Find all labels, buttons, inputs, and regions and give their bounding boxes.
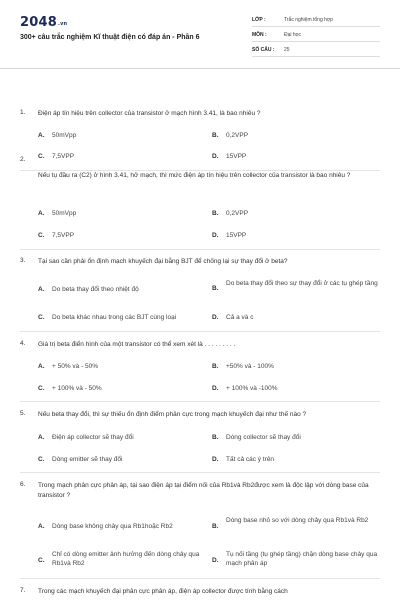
- logo-suffix: .vn: [57, 21, 68, 27]
- option-letter: A.: [38, 286, 45, 293]
- option-letter: D.: [212, 385, 219, 392]
- option-text: Điện áp collector sẽ thay đổi: [52, 434, 134, 441]
- option-letter: C.: [38, 232, 45, 239]
- option-letter: A.: [38, 210, 45, 217]
- option-text: + 100% và - 50%: [52, 385, 102, 392]
- option-text: Do beta khác nhau trong các BJT cùng loại: [52, 314, 177, 321]
- option-letter: B.: [212, 523, 219, 530]
- meta-row-count: [252, 42, 380, 57]
- meta-row-class: [252, 12, 380, 27]
- option-letter: B.: [212, 132, 219, 139]
- option-text: Dòng emitter sẽ thay đổi: [52, 456, 123, 463]
- option-text: 7,5VPP: [52, 153, 75, 160]
- question-divider: [20, 401, 380, 402]
- option-text: 0,2VPP: [226, 210, 249, 217]
- meta-key: SỐ CÂU :: [252, 47, 275, 53]
- option-letter: C.: [38, 153, 45, 160]
- question-text: Nếu tụ đầu ra (C2) ở hình 3.41, hở mạch, thì mức điện áp tín hiệu trên collector của transistor là bao nhiêu ?: [38, 172, 351, 179]
- meta-value: Đại học: [284, 32, 301, 38]
- question-number: 5.: [20, 410, 26, 417]
- option-text: +50% và - 100%: [226, 363, 274, 370]
- meta-key: MÔN :: [252, 32, 267, 38]
- question-number: 7.: [20, 587, 26, 594]
- header-divider: [0, 68, 400, 69]
- document-title: 300+ câu trắc nghiệm Kĩ thuật điện có đáp án - Phần 6: [20, 34, 200, 41]
- question-number: 3.: [20, 257, 26, 264]
- question-text: Trong mạch phân cực phân áp, tại sao điện áp tại điểm nối của Rb1và Rb2được xem là độc lập với dòng base của transistor ?: [38, 482, 369, 499]
- option-letter: D.: [212, 314, 219, 321]
- question-text: Trong các mạch khuyếch đại phân cực phân áp, điện áp collector được tính bằng cách: [38, 588, 288, 595]
- option-letter: D.: [212, 456, 219, 463]
- question-divider: [20, 249, 380, 250]
- option-text: Dòng collector sẽ thay đổi: [226, 434, 301, 441]
- question-text: Nếu beta thay đổi, thì sự thiếu ổn định điểm phân cực trong mạch khuyếch đại như thế nào ?: [38, 411, 307, 418]
- option-text: 50mVpp: [52, 210, 77, 217]
- meta-row-subject: [252, 27, 380, 42]
- option-letter: A.: [38, 434, 45, 441]
- option-letter: D.: [212, 557, 219, 564]
- option-letter: B.: [212, 285, 219, 292]
- question-divider: [20, 331, 380, 332]
- question-number: 6.: [20, 481, 26, 488]
- document-meta: [252, 12, 380, 57]
- logo-text: 2048: [20, 15, 57, 30]
- site-logo[interactable]: [20, 15, 67, 30]
- question-divider: [20, 578, 380, 579]
- option-text: Dòng base nhỏ so với dòng chảy qua Rb1và Rb2: [226, 517, 369, 524]
- question-text: Giá trị beta điển hình của một transistor có thể xem xét là . . . . . . . . .: [38, 341, 236, 348]
- option-text: Tất cả các ý trên: [226, 456, 275, 463]
- meta-key: LỚP :: [252, 17, 266, 23]
- option-text: Do beta thay đổi theo nhiệt độ: [52, 286, 139, 293]
- option-text: Do beta thay đổi theo sự thay đổi ở các tụ ghép tầng: [226, 280, 378, 287]
- option-letter: B.: [212, 210, 219, 217]
- meta-value: Trắc nghiệm tổng hợp: [284, 17, 333, 23]
- option-letter: A.: [38, 363, 45, 370]
- option-letter: B.: [212, 363, 219, 370]
- option-text: 15VPP: [226, 153, 247, 160]
- option-letter: C.: [38, 314, 45, 321]
- option-letter: C.: [38, 557, 45, 564]
- option-text: 50mVpp: [52, 132, 77, 139]
- option-text: 7,5VPP: [52, 232, 75, 239]
- option-text: 15VPP: [226, 232, 247, 239]
- option-letter: C.: [38, 456, 45, 463]
- question-number: 2.: [20, 156, 26, 163]
- option-letter: A.: [38, 132, 45, 139]
- option-text: + 100% và -100%: [226, 385, 278, 392]
- option-letter: D.: [212, 232, 219, 239]
- question-number: 4.: [20, 340, 26, 347]
- question-number: 1.: [20, 109, 26, 116]
- option-text: Dòng base không chảy qua Rb1hoặc Rb2: [52, 523, 173, 530]
- option-letter: A.: [38, 523, 45, 530]
- question-text: Tại sao cần phải ổn định mạch khuyếch đại bằng BJT để chống lại sự thay đổi ở beta?: [38, 258, 288, 265]
- option-text: 0,2VPP: [226, 132, 249, 139]
- question-divider: [20, 472, 380, 473]
- page-header: [0, 0, 400, 68]
- option-letter: D.: [212, 153, 219, 160]
- option-letter: B.: [212, 434, 219, 441]
- option-text: + 50% và - 50%: [52, 363, 99, 370]
- option-letter: C.: [38, 385, 45, 392]
- option-text: Cả a và c: [226, 314, 254, 321]
- question-text: Điện áp tín hiệu trên collector của transistor ở mạch hình 3.41, là bao nhiêu ?: [38, 110, 261, 117]
- meta-value: 25: [284, 47, 290, 53]
- option-text: Tụ nối tầng (tụ ghép tầng) chặn dòng base chảy qua mạch phân áp: [226, 551, 378, 567]
- option-text: Chỉ có dòng emitter ảnh hưởng đến dòng chảy qua Rb1và Rb2: [52, 551, 200, 567]
